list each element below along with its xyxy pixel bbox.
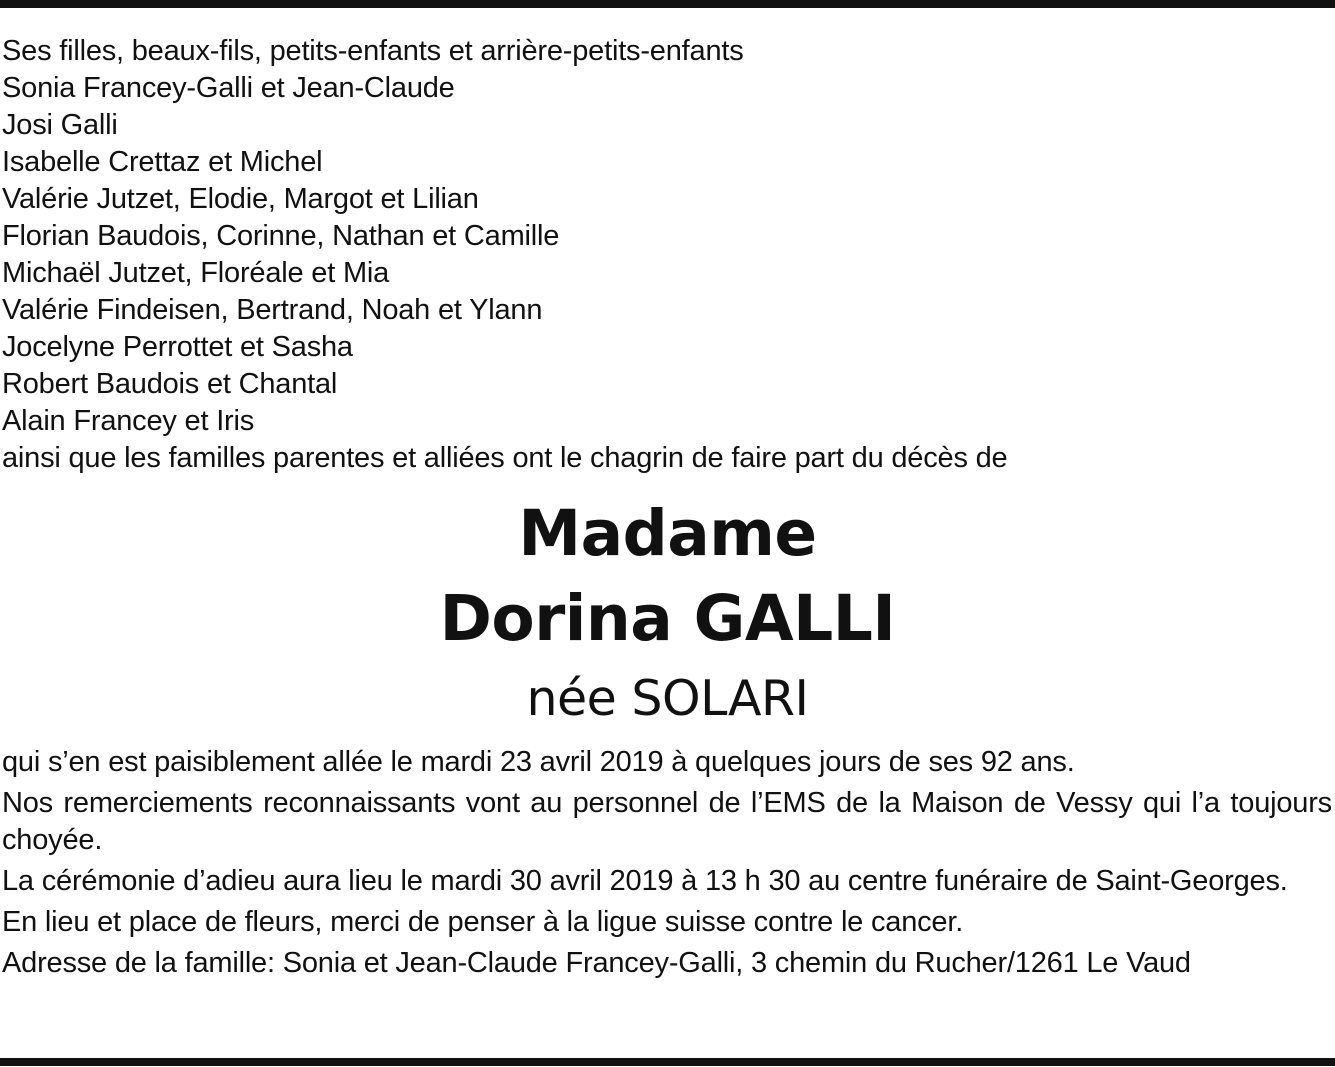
death-notice-paragraph: qui s’en est paisiblement allée le mardi 23 avril 2019 à quelques jours de ses 92 ans.: [2, 746, 1075, 778]
bottom-rule: [0, 1058, 1335, 1066]
family-line: Florian Baudois, Corinne, Nathan et Camille: [2, 220, 560, 252]
family-line: Valérie Jutzet, Elodie, Margot et Lilian: [2, 183, 479, 215]
announcement-body: [2, 744, 1332, 986]
family-line: Michaël Jutzet, Floréale et Mia: [2, 257, 390, 289]
announcement-intro: ainsi que les familles parentes et alliées ont le chagrin de faire part du décès de: [2, 442, 1008, 474]
family-address-paragraph: Adresse de la famille: Sonia et Jean-Claude Francey-Galli, 3 chemin du Rucher/1261 Le Vaud: [2, 947, 1191, 979]
flowers-paragraph: En lieu et place de fleurs, merci de penser à la ligue suisse contre le cancer.: [2, 906, 964, 938]
honorific-title: Madame: [518, 497, 817, 570]
family-list: [2, 33, 1332, 477]
top-rule: [0, 0, 1335, 8]
deceased-name: Dorina GALLI: [439, 582, 896, 655]
family-line: Josi Galli: [2, 109, 118, 141]
family-line: Valérie Findeisen, Bertrand, Noah et Ylann: [2, 294, 543, 326]
family-line: Jocelyne Perrottet et Sasha: [2, 331, 353, 363]
family-line: Sonia Francey-Galli et Jean-Claude: [2, 72, 455, 104]
family-line: Alain Francey et Iris: [2, 405, 255, 437]
family-line: Isabelle Crettaz et Michel: [2, 146, 323, 178]
thanks-paragraph: Nos remerciements reconnaissants vont au personnel de l’EMS de la Maison de Vessy qui l’a toujours choyée.: [2, 787, 1332, 856]
ceremony-paragraph: La cérémonie d’adieu aura lieu le mardi 30 avril 2019 à 13 h 30 au centre funéraire de Saint-Georges.: [2, 865, 1288, 897]
family-line: Ses filles, beaux-fils, petits-enfants et arrière-petits-enfants: [2, 35, 744, 67]
maiden-name: née SOLARI: [526, 670, 809, 727]
family-line: Robert Baudois et Chantal: [2, 368, 338, 400]
